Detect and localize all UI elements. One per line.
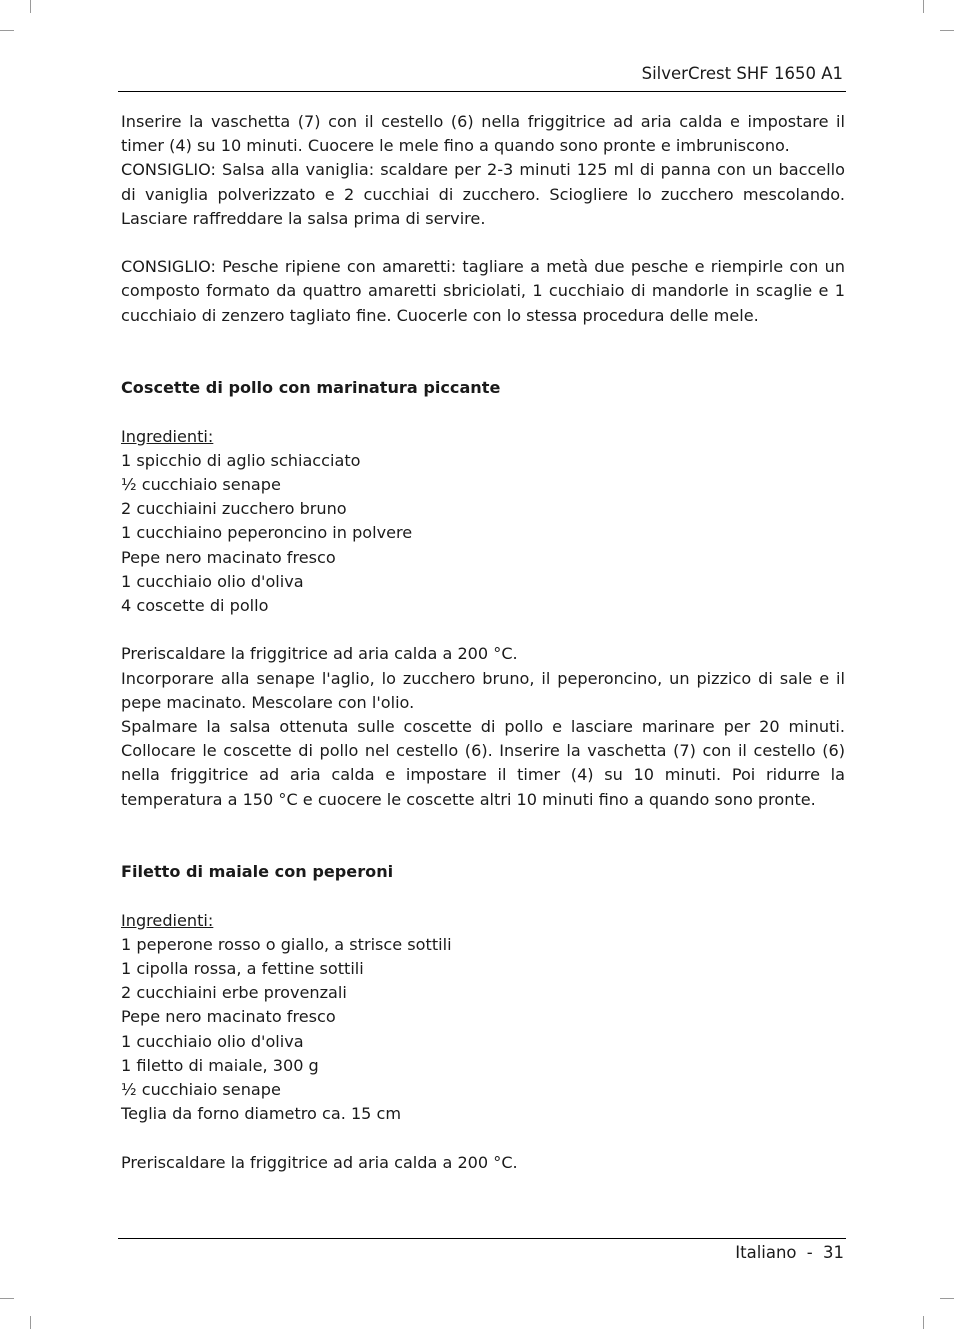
- footer-language: Italiano: [735, 1243, 797, 1262]
- crop-mark: [0, 1298, 14, 1299]
- footer-rule: [118, 1238, 846, 1239]
- crop-mark: [940, 1298, 954, 1299]
- tip-vanilla-sauce: CONSIGLIO: Salsa alla vaniglia: scaldare per 2-3 minuti 125 ml di panna con un baccello di vaniglia polverizzato e 2 cucchiai di zucchero. Sciogliere lo zucchero mescolando. Lasciare raffreddare la salsa prima di servire.: [121, 160, 845, 228]
- ingredient-item: 4 coscette di pollo: [121, 596, 269, 616]
- intro-paragraph: Inserire la vaschetta (7) con il cestello (6) nella friggitrice ad aria calda e impostare il timer (4) su 10 minuti. Cuocere le mele fino a quando sono pronte e imbruniscono.: [121, 112, 845, 156]
- crop-mark: [30, 0, 31, 13]
- crop-mark: [30, 1316, 31, 1329]
- ingredient-item: 1 peperone rosso o giallo, a strisce sottili: [121, 934, 452, 954]
- header-rule: [118, 91, 846, 92]
- page-number: 31: [823, 1243, 844, 1262]
- ingredient-item: 1 cipolla rossa, a fettine sottili: [121, 959, 364, 979]
- page-footer: [735, 1243, 844, 1262]
- crop-mark: [0, 30, 14, 31]
- recipe-title-chicken: Coscette di pollo con marinatura piccante: [121, 378, 501, 398]
- ingredient-item: ½ cucchiaio senape: [121, 475, 281, 494]
- instruction-step: Incorporare alla senape l'aglio, lo zucchero bruno, il peperoncino, un pizzico di sale e il pepe macinato. Mescolare con l'olio.: [121, 668, 845, 712]
- ingredient-item: Pepe nero macinato fresco: [121, 547, 336, 567]
- instruction-step: Preriscaldare la friggitrice ad aria calda a 200 °C.: [121, 1152, 518, 1172]
- page-content: [121, 110, 845, 1175]
- header-product-title: SilverCrest SHF 1650 A1: [641, 64, 843, 83]
- ingredient-item: 1 cucchiaio olio d'oliva: [121, 571, 304, 591]
- ingredient-item: 1 cucchiaio olio d'oliva: [121, 1031, 304, 1051]
- ingredient-item: 2 cucchiaini zucchero bruno: [121, 499, 347, 519]
- ingredient-item: Pepe nero macinato fresco: [121, 1007, 336, 1027]
- crop-mark: [923, 1316, 924, 1329]
- instruction-step: Preriscaldare la friggitrice ad aria calda a 200 °C.: [121, 644, 518, 664]
- ingredient-item: 1 cucchiaino peperoncino in polvere: [121, 523, 413, 543]
- crop-mark: [923, 0, 924, 13]
- ingredient-item: 1 spicchio di aglio schiacciato: [121, 450, 361, 470]
- ingredient-item: 1 filetto di maiale, 300 g: [121, 1055, 319, 1075]
- recipe-title-pork: Filetto di maiale con peperoni: [121, 862, 394, 882]
- instruction-step: Spalmare la salsa ottenuta sulle coscette di pollo e lasciare marinare per 20 minuti. Collocare le coscette di pollo nel cestello (6). Inserire la vaschetta (7) con il cestello (6) nella friggitrice ad aria calda e impostare il timer (4) su 10 minuti. Poi ridurre la temperatura a 150 °C e cuocere le coscette altri 10 minuti fino a quando sono pronte.: [121, 717, 845, 809]
- ingredients-label: Ingredienti:: [121, 426, 214, 446]
- ingredient-item: Teglia da forno diametro ca. 15 cm: [121, 1104, 402, 1124]
- crop-mark: [940, 30, 954, 31]
- tip-stuffed-peaches: CONSIGLIO: Pesche ripiene con amaretti: tagliare a metà due pesche e riempirle con un composto formato da quattro amaretti sbriciolati, 1 cucchiaio di mandorle in scaglie e 1 cucchiaio di zenzero tagliato fine. Cuocerle con lo stessa procedura delle mele.: [121, 257, 845, 325]
- ingredient-item: ½ cucchiaio senape: [121, 1080, 281, 1100]
- footer-separator: -: [806, 1243, 813, 1262]
- ingredient-item: 2 cucchiaini erbe provenzali: [121, 983, 347, 1003]
- ingredients-label: Ingredienti:: [121, 910, 214, 930]
